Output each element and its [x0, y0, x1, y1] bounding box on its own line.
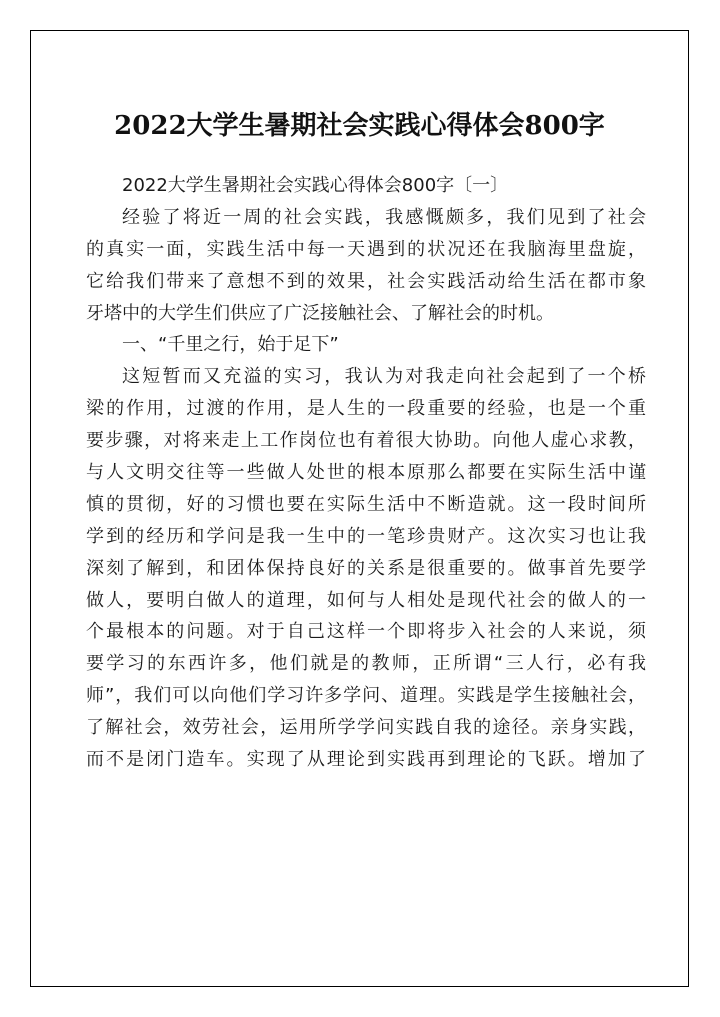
- section-heading: 一、“千里之行，始于足下”: [122, 334, 339, 356]
- body-line: 学到的经历和学问是我一生中的一笔珍贵财产。这次实习也让我: [86, 525, 646, 547]
- body-line: 做人，要明白做人的道理，如何与人相处是现代社会的做人的一: [86, 589, 646, 611]
- body-line: 深刻了解到，和团体保持良好的关系是很重要的。做事首先要学: [86, 557, 646, 579]
- body-line: 要步骤，对将来走上工作岗位也有着很大协助。向他人虚心求教，: [86, 430, 646, 452]
- body-line: 它给我们带来了意想不到的效果，社会实践活动给生活在都市象: [86, 270, 646, 292]
- body-line: 梁的作用，过渡的作用，是人生的一段重要的经验，也是一个重: [86, 398, 646, 420]
- document-title: 2022大学生暑期社会实践心得体会800字: [114, 111, 605, 141]
- body-line: 了解社会，效劳社会，运用所学学问实践自我的途径。亲身实践，: [86, 717, 646, 739]
- body-line: 师”，我们可以向他们学习许多学问、道理。实践是学生接触社会，: [86, 685, 646, 707]
- body-line: 慎的贯彻，好的习惯也要在实际生活中不断造就。这一段时间所: [86, 493, 646, 515]
- body-line: 经验了将近一周的社会实践，我感慨颇多，我们见到了社会: [122, 206, 646, 228]
- body-line: 2022大学生暑期社会实践心得体会800字〔一〕: [122, 175, 509, 196]
- body-line: 与人文明交往等一些做人处世的根本原那么都要在实际生活中谨: [86, 462, 646, 484]
- body-line: 这短暂而又充溢的实习，我认为对我走向社会起到了一个桥: [122, 366, 646, 388]
- document-body: [86, 170, 646, 776]
- body-line: 而不是闭门造车。实现了从理论到实践再到理论的飞跃。增加了: [86, 749, 646, 771]
- body-line: 要学习的东西许多，他们就是的教师，正所谓“三人行，必有我: [86, 653, 646, 675]
- body-line: 的真实一面，实践生活中每一天遇到的状况还在我脑海里盘旋，: [86, 238, 646, 260]
- body-line: 个最根本的问题。对于自己这样一个即将步入社会的人来说，须: [86, 621, 646, 643]
- body-line: 牙塔中的大学生们供应了广泛接触社会、了解社会的时机。: [86, 302, 554, 324]
